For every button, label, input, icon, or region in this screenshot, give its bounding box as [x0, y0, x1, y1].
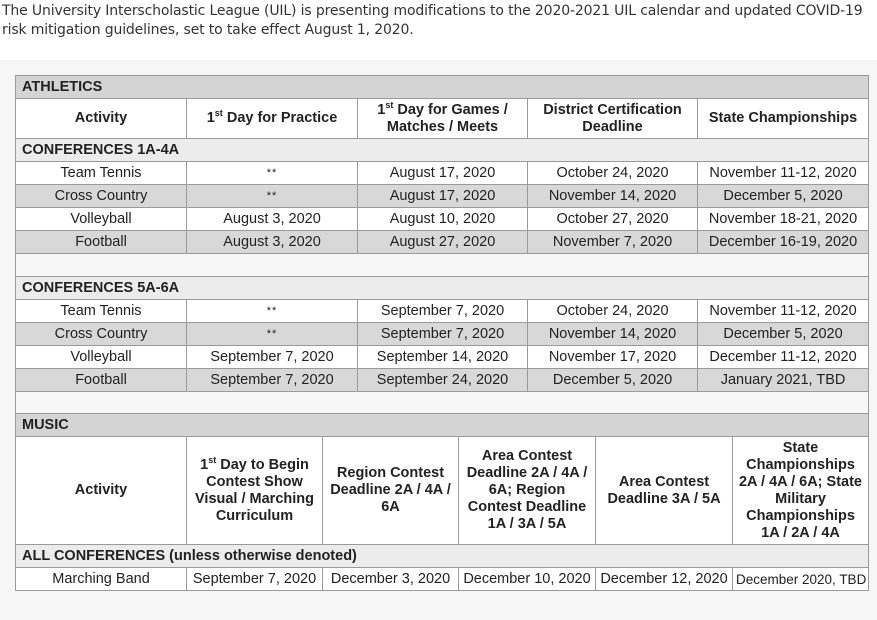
music-cell-area-1: December 10, 2020 [459, 568, 596, 591]
music-cell-begin: September 7, 2020 [187, 568, 323, 591]
col-header-practice: 1st Day for Practice [187, 99, 358, 139]
cell-activity: Football [16, 231, 187, 254]
cell-activity: Cross Country [16, 323, 187, 346]
music-header-row [16, 437, 869, 545]
athletics-table [15, 75, 869, 415]
cell-district: October 27, 2020 [528, 208, 698, 231]
cell-state: November 11-12, 2020 [698, 300, 869, 323]
table-row [16, 346, 869, 369]
table-row [16, 231, 869, 254]
cell-district: November 14, 2020 [528, 185, 698, 208]
col-header-activity: Activity [16, 99, 187, 139]
cell-practice: September 7, 2020 [187, 369, 358, 392]
conference-group-title: CONFERENCES 1A-4A [16, 139, 869, 162]
cell-state: December 11-12, 2020 [698, 346, 869, 369]
cell-activity: Team Tennis [16, 162, 187, 185]
spacer-row [16, 392, 869, 415]
cell-games: September 7, 2020 [358, 323, 528, 346]
cell-activity: Football [16, 369, 187, 392]
cell-district: November 7, 2020 [528, 231, 698, 254]
table-row [16, 162, 869, 185]
cell-district: November 17, 2020 [528, 346, 698, 369]
cell-activity: Volleyball [16, 208, 187, 231]
music-table-row [16, 568, 869, 591]
cell-district: October 24, 2020 [528, 162, 698, 185]
cell-games: August 27, 2020 [358, 231, 528, 254]
spacer-cell [16, 392, 869, 415]
cell-district: October 24, 2020 [528, 300, 698, 323]
cell-state: December 5, 2020 [698, 323, 869, 346]
col-header-district: District Certification Deadline [528, 99, 698, 139]
cell-practice: August 3, 2020 [187, 231, 358, 254]
music-col-header-area-1: Area Contest Deadline 2A / 4A / 6A; Region Contest Deadline 1A / 3A / 5A [459, 437, 596, 545]
cell-practice: ** [187, 300, 358, 323]
conference-group-title: CONFERENCES 5A-6A [16, 277, 869, 300]
cell-games: September 7, 2020 [358, 300, 528, 323]
music-col-header-region: Region Contest Deadline 2A / 4A / 6A [323, 437, 459, 545]
music-col-header-state: State Championships 2A / 4A / 6A; State Military Championships 1A / 2A / 4A [733, 437, 869, 545]
cell-state: December 16-19, 2020 [698, 231, 869, 254]
cell-games: August 17, 2020 [358, 185, 528, 208]
cell-games: August 10, 2020 [358, 208, 528, 231]
cell-district: December 5, 2020 [528, 369, 698, 392]
cell-state: January 2021, TBD [698, 369, 869, 392]
music-col-header-activity: Activity [16, 437, 187, 545]
music-cell-area-2: December 12, 2020 [596, 568, 733, 591]
cell-games: August 17, 2020 [358, 162, 528, 185]
spacer-row [16, 254, 869, 277]
music-cell-region: December 3, 2020 [323, 568, 459, 591]
table-row [16, 185, 869, 208]
intro-paragraph: The University Interscholastic League (UIL) is presenting modifications to the 2020-2021 UIL calendar and updated COVID-19 risk mitigation guidelines, set to take effect August 1, 2020. [2, 3, 863, 38]
spacer-cell [16, 254, 869, 277]
table-row [16, 300, 869, 323]
music-table [15, 413, 869, 591]
athletics-section-row [16, 76, 869, 99]
music-section-row [16, 414, 869, 437]
music-cell-activity: Marching Band [16, 568, 187, 591]
cell-practice: September 7, 2020 [187, 346, 358, 369]
cell-state: November 18-21, 2020 [698, 208, 869, 231]
col-header-games: 1st Day for Games / Matches / Meets [358, 99, 528, 139]
conference-group-row [16, 277, 869, 300]
cell-practice: August 3, 2020 [187, 208, 358, 231]
col-header-state: State Championships [698, 99, 869, 139]
cell-state: December 5, 2020 [698, 185, 869, 208]
cell-activity: Volleyball [16, 346, 187, 369]
athletics-section-title: ATHLETICS [16, 76, 869, 99]
cell-practice: ** [187, 185, 358, 208]
music-col-header-area-2: Area Contest Deadline 3A / 5A [596, 437, 733, 545]
music-col-header-begin: 1st Day to Begin Contest Show Visual / Marching Curriculum [187, 437, 323, 545]
table-row [16, 369, 869, 392]
athletics-header-row [16, 99, 869, 139]
music-group-row [16, 545, 869, 568]
cell-games: September 24, 2020 [358, 369, 528, 392]
conference-group-row [16, 139, 869, 162]
music-section-title: MUSIC [16, 414, 869, 437]
cell-practice: ** [187, 323, 358, 346]
table-row [16, 208, 869, 231]
cell-games: September 14, 2020 [358, 346, 528, 369]
cell-practice: ** [187, 162, 358, 185]
schedule-panel [0, 60, 877, 620]
cell-activity: Cross Country [16, 185, 187, 208]
music-group-title: ALL CONFERENCES (unless otherwise denoted) [16, 545, 869, 568]
music-cell-state: December 2020, TBD [733, 568, 869, 591]
cell-state: November 11-12, 2020 [698, 162, 869, 185]
cell-activity: Team Tennis [16, 300, 187, 323]
cell-district: November 14, 2020 [528, 323, 698, 346]
table-row [16, 323, 869, 346]
